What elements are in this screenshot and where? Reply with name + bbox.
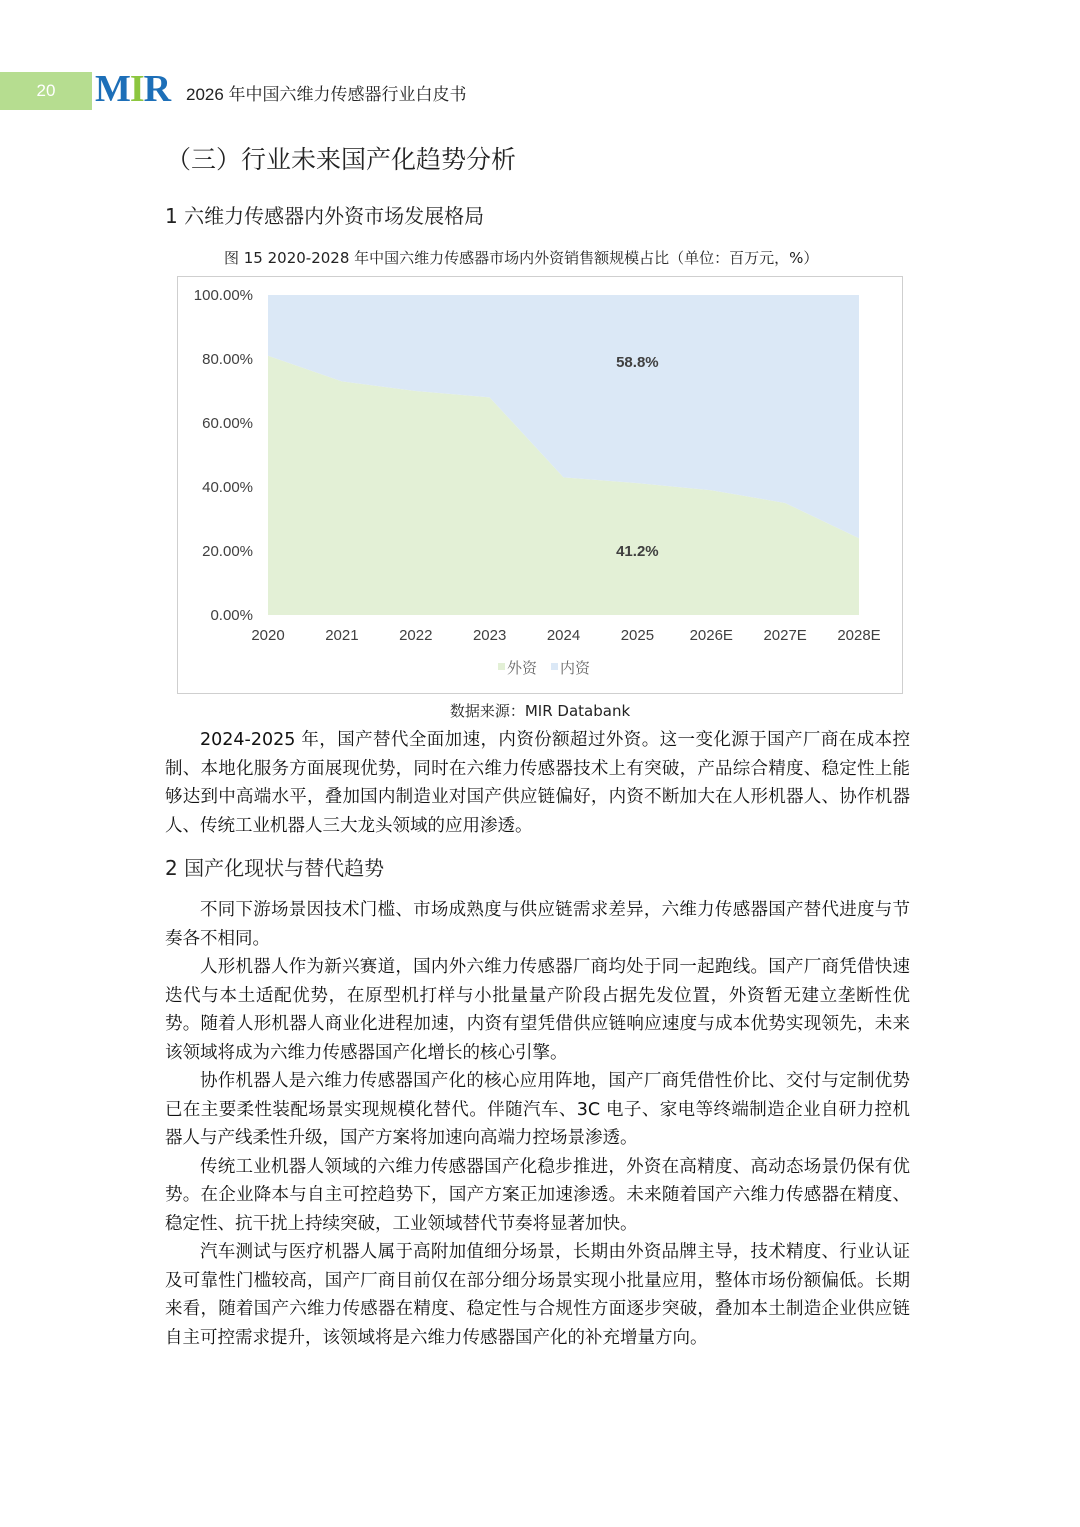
legend-swatch (498, 663, 505, 670)
y-tick-label: 100.00% (193, 287, 253, 304)
x-tick-label: 2021 (325, 627, 359, 644)
page-number: 20 (0, 72, 92, 110)
data-label: 41.2% (616, 543, 659, 560)
paragraph-1-block (165, 726, 910, 840)
subsection-title-2: 2 国产化现状与替代趋势 (165, 856, 385, 880)
chart-frame (177, 276, 903, 694)
figure-caption: 图 15 2020-2028 年中国六维力传感器市场内外资销售额规模占比（单位：百万元，%） (224, 249, 819, 267)
x-tick-label: 2020 (251, 627, 285, 644)
document-title: 2026 年中国六维力传感器行业白皮书 (186, 85, 467, 104)
legend-label: 内资 (560, 660, 591, 677)
x-tick-label: 2022 (399, 627, 433, 644)
x-tick-label: 2027E (763, 627, 807, 644)
paragraph: 人形机器人作为新兴赛道，国内外六维力传感器厂商均处于同一起跑线。国产厂商凭借快速迭代与本土适配优势，在原型机打样与小批量量产阶段占据先发位置，外资暂无建立垄断性优势。随着人形机器人商业化进程加速，内资有望凭借供应链响应速度与成本优势实现领先，未来该领域将成为六维力传感器国产化增长的核心引擎。 (165, 957, 910, 1063)
y-tick-label: 20.00% (202, 543, 253, 560)
x-tick-label: 2028E (837, 627, 881, 644)
legend-swatch (551, 663, 558, 670)
x-tick-label: 2024 (546, 627, 581, 644)
x-tick-label: 2025 (620, 627, 655, 644)
data-label: 58.8% (616, 354, 659, 372)
data-source: 数据来源：MIR Databank (449, 702, 631, 720)
paragraph: 传统工业机器人领域的六维力传感器国产化稳步推进，外资在高精度、高动态场景仍保有优势。在企业降本与自主可控趋势下，国产方案正加速渗透。未来随着国产六维力传感器在精度、稳定性、抗干扰上持续突破，工业领域替代节奏将显著加快。 (165, 1156, 910, 1234)
paragraph: 协作机器人是六维力传感器国产化的核心应用阵地，国产厂商凭借性价比、交付与定制优势已在主要柔性装配场景实现规模化替代。伴随汽车、3C 电子、家电等终端制造企业自研力控机器人与产线柔性升级，国产方案将加速向高端力控场景渗透。 (165, 1071, 910, 1148)
x-tick-label: 2026E (689, 627, 733, 644)
area-chart (178, 277, 902, 693)
paragraph: 2024-2025 年，国产替代全面加速，内资份额超过外资。这一变化源于国产厂商在成本控制、本地化服务方面展现优势，同时在六维力传感器技术上有突破，产品综合精度、稳定性上能够达到中高端水平，叠加国内制造业对国产供应链偏好，内资不断加大在人形机器人、协作机器人、传统工业机器人三大龙头领域的应用渗透。 (165, 730, 910, 836)
legend-label: 外资 (507, 660, 538, 677)
y-tick-label: 40.00% (202, 479, 253, 496)
section-title: （三）行业未来国产化趋势分析 (166, 145, 517, 174)
paragraph: 不同下游场景因技术门槛、市场成熟度与供应链需求差异，六维力传感器国产替代进度与节奏各不相同。 (165, 900, 910, 949)
paragraph: 汽车测试与医疗机器人属于高附加值细分场景，长期由外资品牌主导，技术精度、行业认证及可靠性门槛较高，国产厂商目前仅在部分细分场景实现小批量应用，整体市场份额偏低。长期来看，随着国产六维力传感器在精度、稳定性与合规性方面逐步突破，叠加本土制造企业供应链自主可控需求提升，该领域将是六维力传感器国产化的补充增量方向。 (165, 1242, 910, 1348)
paragraphs-block (165, 896, 910, 1352)
y-tick-label: 60.00% (202, 415, 253, 432)
x-tick-label: 2023 (472, 627, 507, 644)
mir-logo: MIR (95, 68, 171, 110)
subsection-title-1: 1 六维力传感器内外资市场发展格局 (165, 204, 485, 228)
y-tick-label: 0.00% (210, 607, 253, 624)
page-header (0, 68, 1080, 110)
y-tick-label: 80.00% (202, 351, 253, 368)
